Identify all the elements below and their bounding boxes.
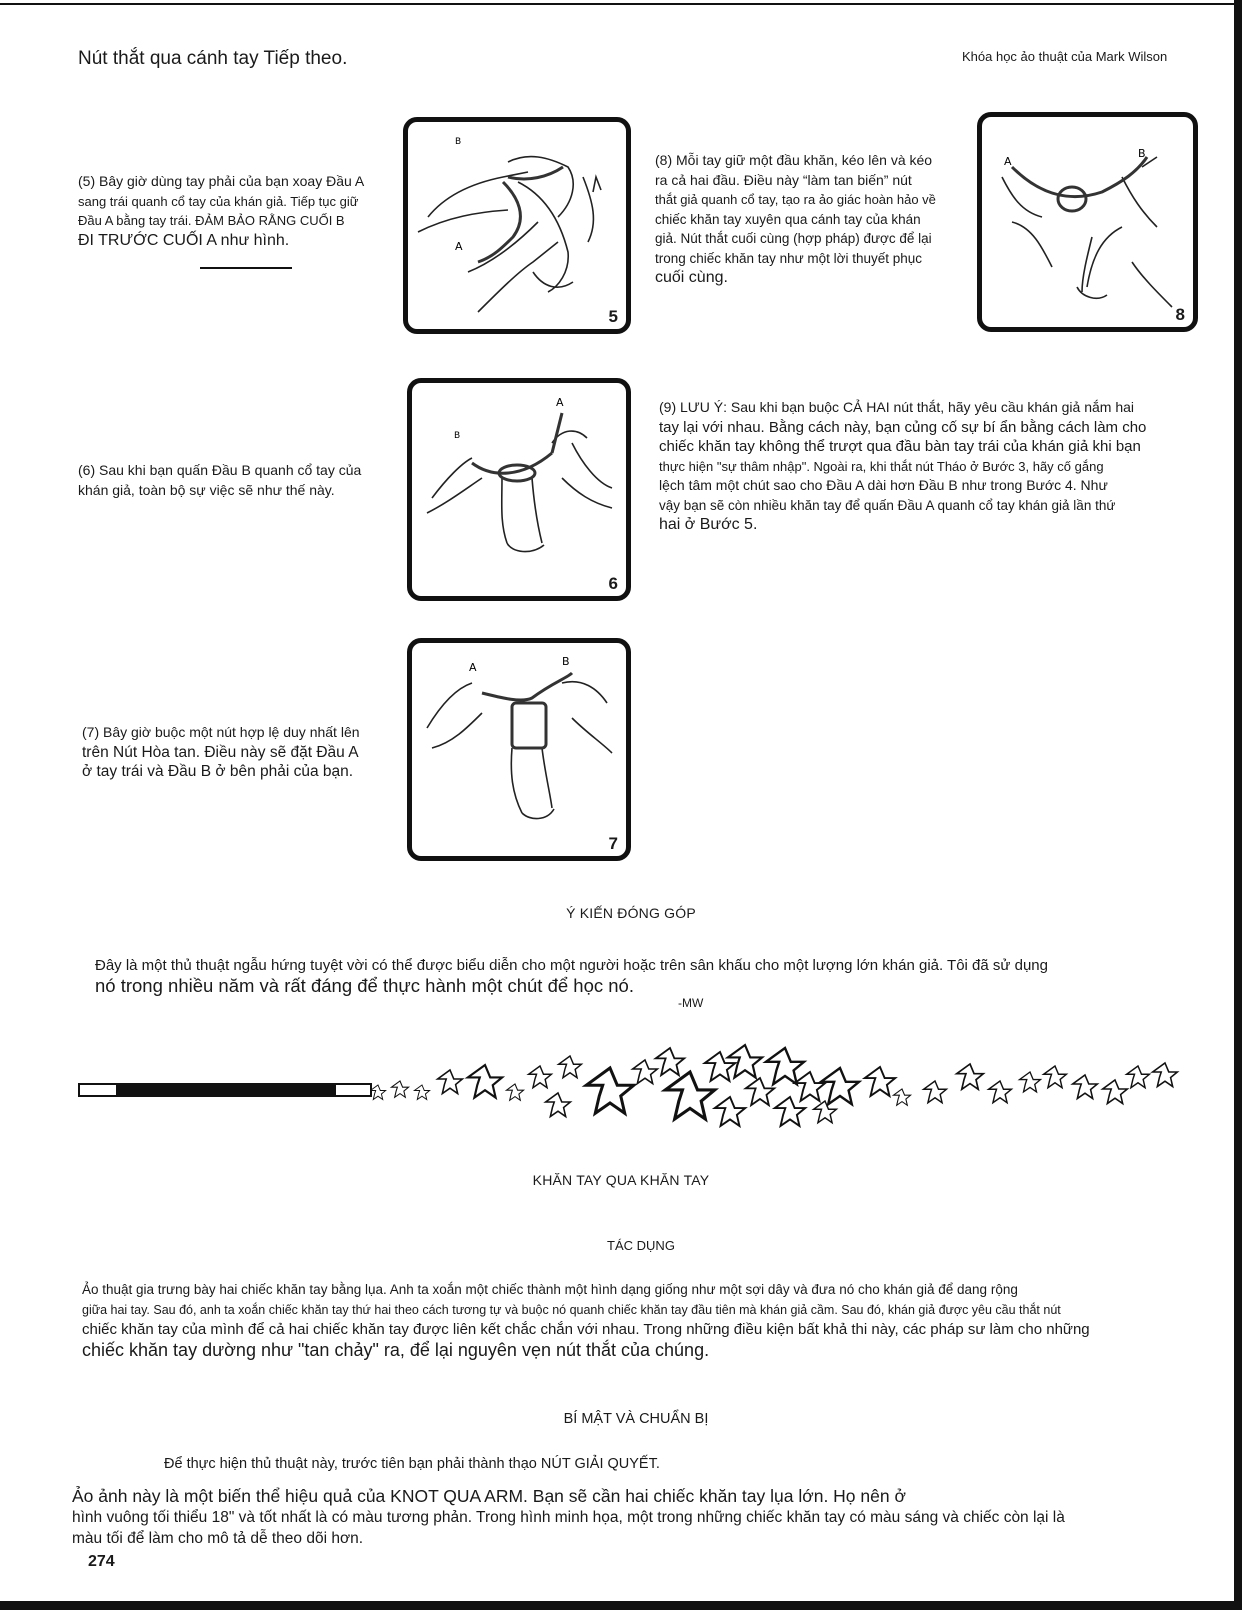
svg-text:A: A [1004, 155, 1012, 168]
panel-number-6: 6 [608, 574, 618, 593]
right-border [1234, 0, 1242, 1610]
secret-body: Ảo ảnh này là một biến thể hiệu quả của KNOT QUA ARM. Bạn sẽ cần hai chiếc khăn tay lụa lớn. Họ nên ở hình vuông tối thiểu 18" và tốt nhất là có màu tương phản. Trong hình minh họa, một trong những chiếc khăn tay có màu sáng và chiếc còn lại là màu tối để làm cho mô tả dễ theo dõi hơn. [72, 1486, 1065, 1547]
comments-body: Đây là một thủ thuật ngẫu hứng tuyệt vời có thể được biểu diễn cho một người hoặc trên sân khấu cho một lượng lớn khán giả. Tôi đã sử dụng nó trong nhiều năm và rất đáng để thực hành một chút để học nó. [95, 957, 1048, 996]
wrapped-wrist-illustration [412, 383, 626, 596]
step-5-text: (5) Bây giờ dùng tay phải của bạn xoay Đầu A sang trái quanh cổ tay của khán giả. Tiếp tục giữ Đầu A bằng tay trái. ĐẢM BẢO RẰNG CUỐI B ĐI TRƯỚC CUỐI A như hình. [78, 173, 365, 249]
panel-number-5: 5 [608, 307, 618, 326]
step-9-text: (9) LƯU Ý: Sau khi bạn buộc CẢ HAI nút thắt, hãy yêu cầu khán giả nắm hai tay lại với nhau. Bằng cách này, bạn củng cố sự bí ẩn bằng cách làm cho chiếc khăn tay không thể trượt qua đầu bàn tay trái của khán giả khi bạn thực hiện "sự thâm nhập". Ngoài ra, khi thắt nút Tháo ở Bước 3, hãy cố gắng lệch tâm một chút sao cho Đầu A dài hơn Đầu B như trong Bước 4. Như vậy bạn sẽ còn nhiều khăn tay để quấn Đầu A quanh cổ tay khán giả lần thứ hai ở Bước 5. [659, 399, 1147, 533]
svg-text:B: B [454, 431, 461, 441]
book-title: Khóa học ảo thuật của Mark Wilson [962, 49, 1168, 64]
section-title: KHĂN TAY QUA KHĂN TAY [532, 1172, 710, 1188]
svg-text:B: B [455, 137, 462, 147]
stars-decoration [370, 1038, 1200, 1138]
illustration-panel-7 [407, 638, 631, 861]
signature: -MW [678, 996, 704, 1010]
step-6-text: (6) Sau khi bạn quấn Đầu B quanh cổ tay của khán giả, toàn bộ sự việc sẽ như thế này. [78, 462, 362, 498]
hands-pulling-illustration [982, 117, 1193, 327]
step-7-text: (7) Bây giờ buộc một nút hợp lệ duy nhất lên trên Nút Hòa tan. Điều này sẽ đặt Đầu A ở tay trái và Đầu B ở bên phải của bạn. [82, 724, 360, 780]
effect-body: Ảo thuật gia trưng bày hai chiếc khăn tay bằng lụa. Anh ta xoắn một chiếc thành một hình dạng giống như một sợi dây và đưa nó cho khán giả để dang rộng giữa hai tay. Sau đó, anh ta xoắn chiếc khăn tay thứ hai theo cách tương tự và buộc nó quanh chiếc khăn tay đầu tiên mà khán giả cầm. Sau đó, khán giả được yêu cầu thắt nút chiếc khăn tay của mình để cả hai chiếc khăn tay được liên kết chắc chắn với nhau. Trong những điều kiện bất khả thi này, các pháp sư làm cho những chiếc khăn tay dường như "tan chảy" ra, để lại nguyên vẹn nút thắt của chúng. [82, 1282, 1090, 1360]
step-8-text: (8) Mỗi tay giữ một đầu khăn, kéo lên và kéo ra cả hai đầu. Điều này “làm tan biến” nút thắt giả quanh cổ tay, tạo ra ảo giác hoàn hảo về chiếc khăn tay xuyên qua cánh tay của khán giả. Nút thắt cuối cùng (hợp pháp) được để lại trong chiếc khăn tay như một lời thuyết phục cuối cùng. [655, 152, 936, 286]
bottom-border [0, 1601, 1242, 1610]
comments-heading: Ý KIẾN ĐÓNG GÓP [566, 905, 696, 921]
illustration-panel-8 [977, 112, 1198, 332]
svg-text:B: B [562, 655, 570, 668]
effect-heading: TÁC DỤNG [607, 1238, 675, 1253]
panel-number-7: 7 [608, 834, 618, 853]
secret-heading: BÍ MẬT VÀ CHUẨN BỊ [563, 1411, 709, 1427]
panel-number-8: 8 [1175, 305, 1185, 324]
secret-intro: Để thực hiện thủ thuật này, trước tiên bạn phải thành thạo NÚT GIẢI QUYẾT. [164, 1456, 660, 1472]
svg-text:B: B [1138, 147, 1146, 160]
page-number: 274 [88, 1553, 115, 1570]
svg-text:A: A [469, 661, 477, 674]
wand-graphic [78, 1083, 372, 1097]
illustration-panel-5 [403, 117, 631, 334]
underline [200, 267, 292, 269]
tied-knot-illustration [412, 643, 626, 856]
hands-knot-illustration [408, 122, 626, 329]
top-border [0, 3, 1234, 5]
running-title: Nút thắt qua cánh tay Tiếp theo. [78, 48, 348, 69]
svg-text:A: A [455, 240, 463, 253]
svg-text:A: A [556, 396, 564, 409]
illustration-panel-6 [407, 378, 631, 601]
